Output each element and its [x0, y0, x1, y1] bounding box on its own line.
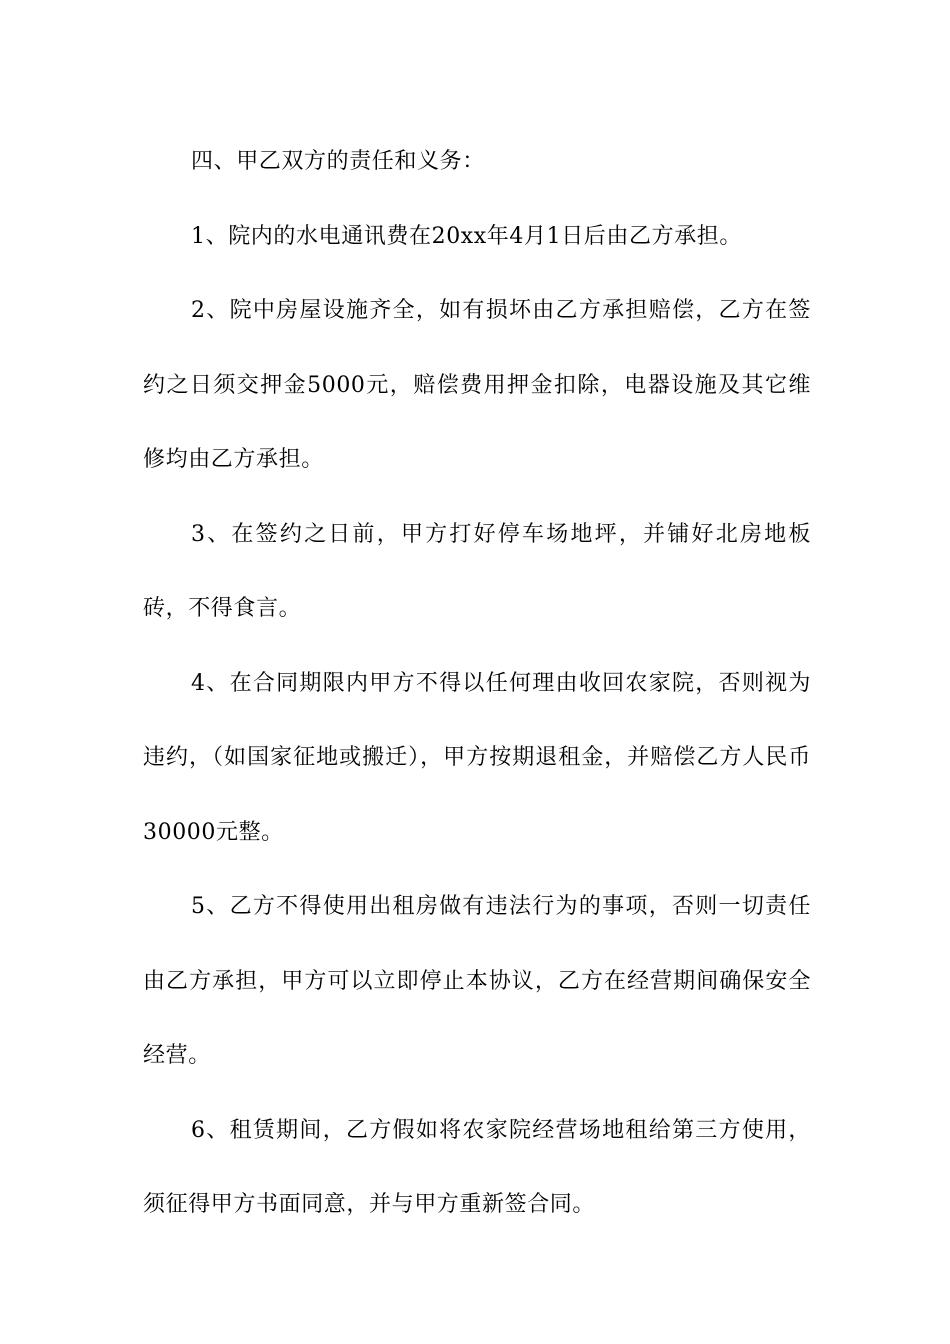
clause-2: 2、院中房屋设施齐全，如有损坏由乙方承担赔偿，乙方在签约之日须交押金5000元，赔偿费用押金扣除，电器设施及其它维修均由乙方承担。 [143, 298, 811, 472]
clause-6: 6、租赁期间，乙方假如将农家院经营场地租给第三方使用，须征得甲方书面同意，并与甲方重新签合同。 [143, 1117, 811, 1217]
section-heading: 四、甲乙双方的责任和义务： [191, 149, 485, 174]
clause-5: 5、乙方不得使用出租房做有违法行为的事项，否则一切责任由乙方承担，甲方可以立即停止本协议，乙方在经营期间确保安全经营。 [143, 894, 811, 1068]
clause-1: 1、院内的水电通讯费在20xx年4月1日后由乙方承担。 [191, 223, 743, 249]
clause-3: 3、在签约之日前，甲方打好停车场地坪，并铺好北房地板砖，不得食言。 [143, 521, 811, 621]
clause-4: 4、在合同期限内甲方不得以任何理由收回农家院，否则视为违约，（如国家征地或搬迁），甲方按期退租金，并赔偿乙方人民币30000元整。 [143, 670, 811, 845]
document-body [143, 125, 811, 1243]
